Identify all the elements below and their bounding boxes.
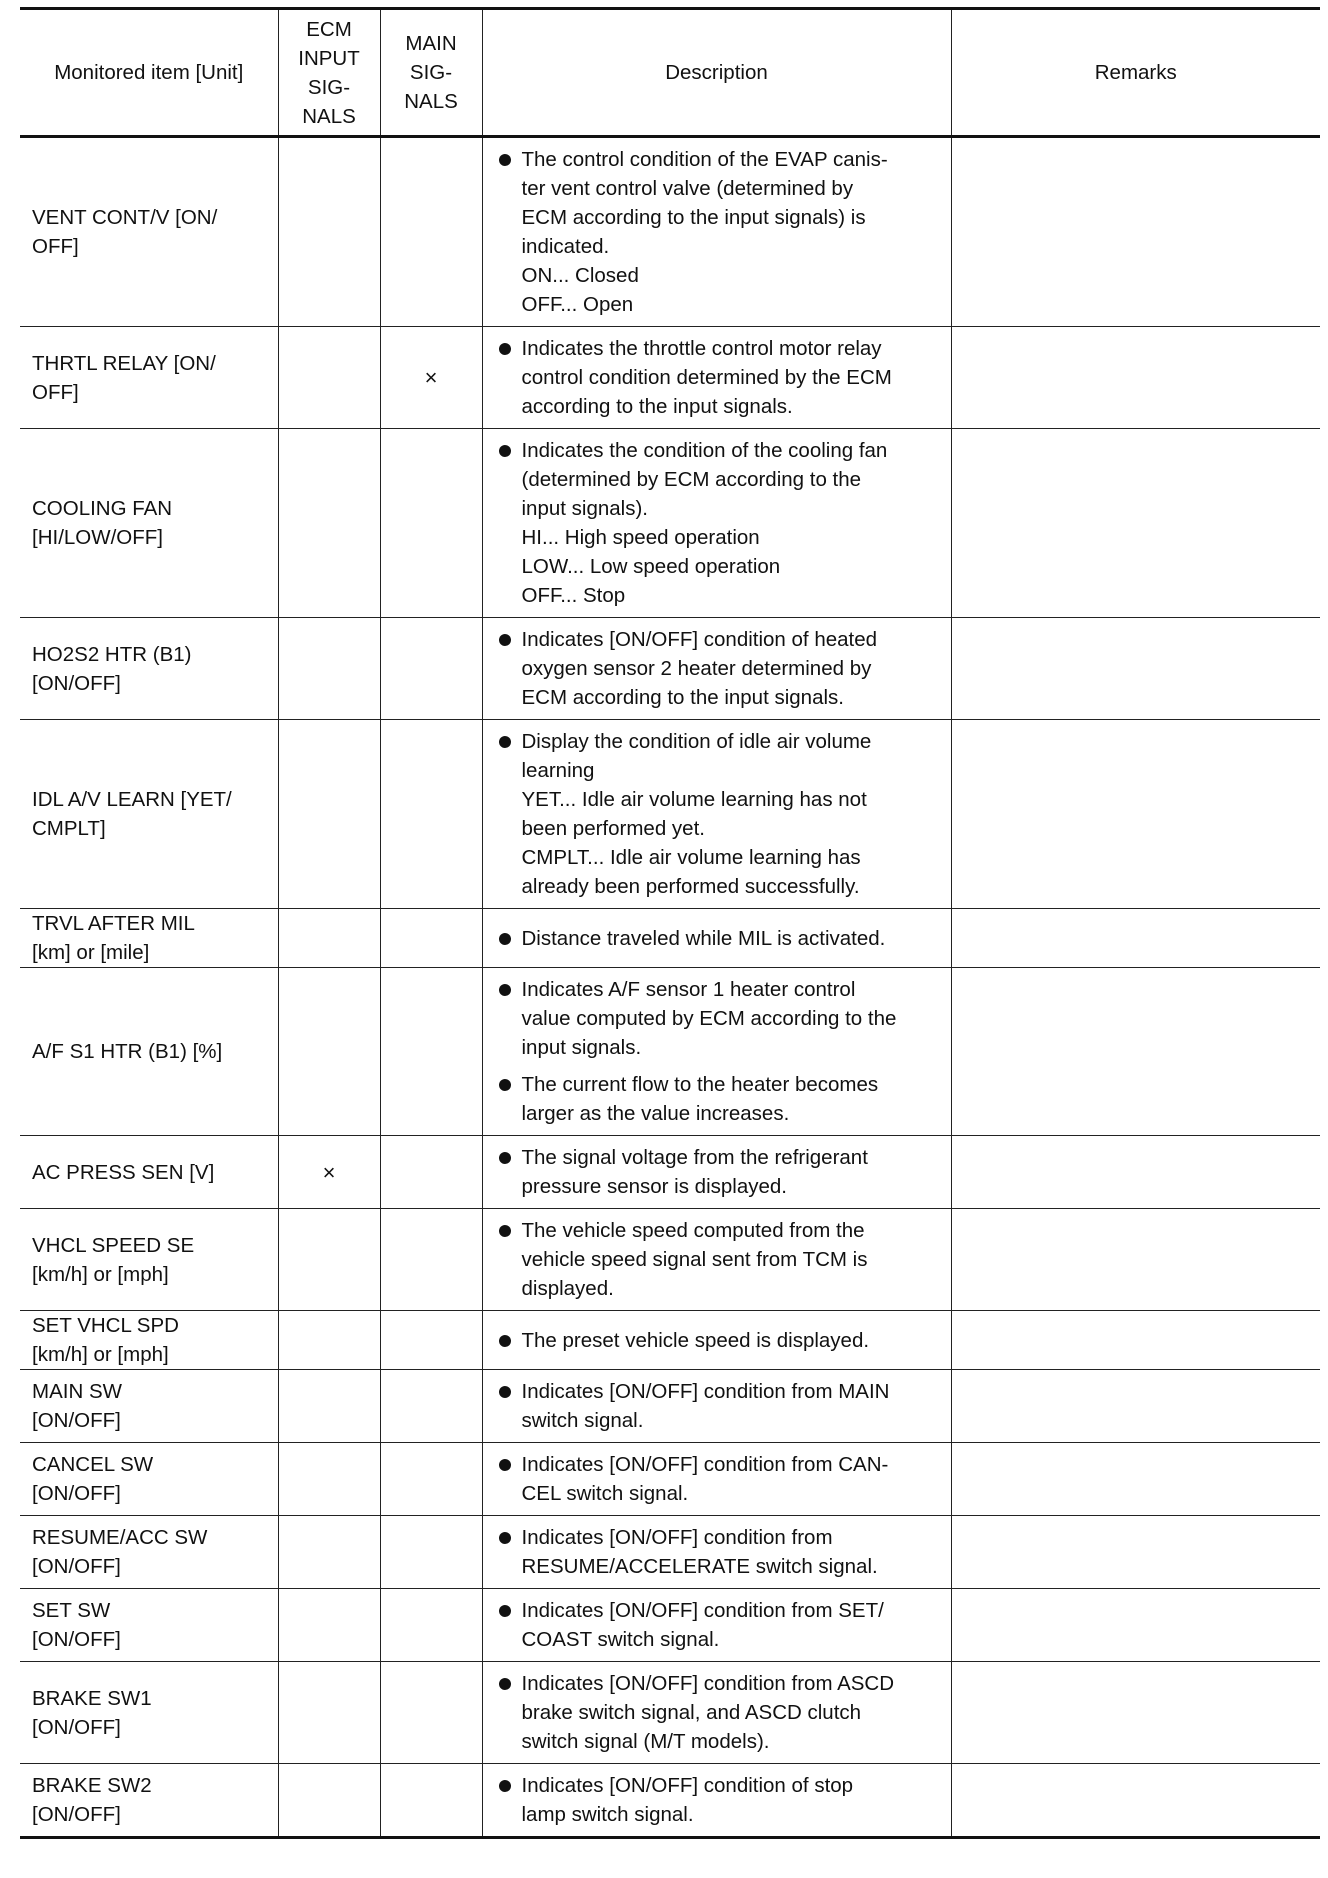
main-signal-mark — [380, 720, 482, 909]
description-line: The control condition of the EVAP canis- — [521, 148, 888, 171]
description-line: OFF... Open — [521, 293, 634, 316]
monitored-item-text: [ON/OFF] — [32, 1409, 121, 1432]
main-signal-mark — [380, 1136, 482, 1209]
bullet-dot-icon — [499, 1079, 511, 1091]
table-row — [20, 720, 1320, 909]
bullet-dot-icon — [499, 1780, 511, 1792]
description-line: switch signal. — [521, 1409, 644, 1432]
description-line: Indicates [ON/OFF] condition from MAIN — [521, 1380, 890, 1403]
monitored-item-cell — [20, 909, 278, 968]
monitored-item-text: BRAKE SW1 — [32, 1686, 152, 1710]
monitored-item-text: TRVL AFTER MIL — [32, 912, 195, 935]
table-row — [20, 618, 1320, 720]
table-row — [20, 1311, 1320, 1370]
monitored-item-text: [ON/OFF] — [32, 1482, 121, 1505]
remarks-cell — [951, 720, 1320, 909]
monitored-item-cell — [20, 1662, 278, 1764]
description-cell — [482, 720, 951, 909]
description-line: lamp switch signal. — [521, 1803, 694, 1826]
bullet-dot-icon — [499, 154, 511, 166]
ecm-input-signal-mark — [278, 327, 380, 429]
ecm-input-signal-mark — [278, 720, 380, 909]
monitored-item-text: RESUME/ACC SW — [32, 1526, 208, 1549]
table-row — [20, 909, 1320, 968]
bullet-dot-icon — [499, 933, 511, 945]
remarks-cell — [951, 1443, 1320, 1516]
table-row — [20, 968, 1320, 1136]
description-line: Indicates the condition of the cooling fan — [521, 439, 888, 462]
description-line: The vehicle speed computed from the — [521, 1219, 865, 1242]
header-remarks: Remarks — [951, 9, 1320, 137]
description-bullet — [495, 1669, 941, 1756]
main-signal-mark — [380, 1516, 482, 1589]
remarks-cell — [951, 1311, 1320, 1370]
description-line: Indicates [ON/OFF] condition from ASCD — [521, 1672, 895, 1695]
table-row — [20, 1209, 1320, 1311]
header-description: Description — [482, 9, 951, 137]
monitored-item-cell — [20, 1370, 278, 1443]
monitored-item-cell — [20, 1209, 278, 1311]
monitored-item-cell — [20, 968, 278, 1136]
description-cell — [482, 1662, 951, 1764]
description-line: Indicates [ON/OFF] condition from SET/ — [521, 1599, 884, 1622]
monitored-item-cell — [20, 720, 278, 909]
table-row — [20, 137, 1320, 327]
ecm-input-signal-mark — [278, 1764, 380, 1838]
ecm-input-signal-mark — [278, 1370, 380, 1443]
data-monitor-table-sheet — [20, 7, 1320, 1839]
description-line: Indicates [ON/OFF] condition from — [521, 1526, 833, 1549]
description-line: indicated. — [521, 235, 610, 258]
description-bullet — [495, 1377, 941, 1435]
ecm-input-signal-mark — [278, 429, 380, 618]
description-cell — [482, 1516, 951, 1589]
description-line: ON... Closed — [521, 264, 639, 287]
main-signal-mark — [380, 909, 482, 968]
monitored-item-cell — [20, 429, 278, 618]
remarks-cell — [951, 1516, 1320, 1589]
main-signal-mark — [380, 1443, 482, 1516]
monitored-item-cell — [20, 1764, 278, 1838]
description-line: Indicates [ON/OFF] condition of heated — [521, 628, 878, 651]
description-line: (determined by ECM according to the — [521, 468, 862, 491]
header-ecm-input-signals: ECM INPUT SIG- NALS — [278, 9, 380, 137]
description-line: according to the input signals. — [521, 395, 793, 418]
description-line: RESUME/ACCELERATE switch signal. — [521, 1555, 878, 1578]
main-signal-mark — [380, 137, 482, 327]
bullet-dot-icon — [499, 634, 511, 646]
bullet-dot-icon — [499, 343, 511, 355]
main-signal-mark: × — [380, 327, 482, 429]
monitored-item-text: [km/h] or [mph] — [32, 1262, 169, 1286]
monitored-item-text: THRTL RELAY [ON/ — [32, 351, 216, 375]
ecm-input-signal-mark — [278, 1443, 380, 1516]
description-bullet — [495, 1523, 941, 1581]
bullet-dot-icon — [499, 1459, 511, 1471]
description-line: Indicates [ON/OFF] condition of stop — [521, 1774, 854, 1797]
description-line: pressure sensor is displayed. — [521, 1175, 787, 1198]
description-bullet — [495, 625, 941, 712]
description-line: learning — [521, 759, 595, 782]
main-signal-mark — [380, 1589, 482, 1662]
description-line: CEL switch signal. — [521, 1482, 689, 1505]
monitored-item-cell — [20, 327, 278, 429]
description-line: input signals. — [521, 1036, 642, 1059]
bullet-dot-icon — [499, 445, 511, 457]
description-line: The signal voltage from the refrigerant — [521, 1146, 868, 1169]
monitored-item-cell — [20, 1589, 278, 1662]
main-signal-mark — [380, 1662, 482, 1764]
description-line: already been performed successfully. — [521, 875, 860, 898]
description-line: The preset vehicle speed is displayed. — [521, 1328, 870, 1352]
description-bullet — [495, 924, 941, 953]
description-bullet — [495, 1143, 941, 1201]
description-cell — [482, 1443, 951, 1516]
description-line: Display the condition of idle air volume — [521, 730, 872, 753]
description-cell — [482, 618, 951, 720]
ecm-input-signal-mark — [278, 968, 380, 1136]
monitored-item-text: A/F S1 HTR (B1) [%] — [32, 1040, 223, 1063]
description-line: ECM according to the input signals) is — [521, 206, 866, 229]
description-cell — [482, 1589, 951, 1662]
description-line: ter vent control valve (determined by — [521, 177, 854, 200]
table-row — [20, 1370, 1320, 1443]
remarks-cell — [951, 1136, 1320, 1209]
description-line: Indicates [ON/OFF] condition from CAN- — [521, 1453, 889, 1476]
monitored-items-table — [20, 7, 1320, 1839]
bullet-dot-icon — [499, 1532, 511, 1544]
description-line: CMPLT... Idle air volume learning has — [521, 846, 861, 869]
description-line: ECM according to the input signals. — [521, 686, 844, 709]
description-bullet — [495, 975, 941, 1062]
description-line: value computed by ECM according to the — [521, 1007, 897, 1030]
description-bullet — [495, 1596, 941, 1654]
description-cell — [482, 968, 951, 1136]
ecm-input-signal-mark — [278, 1589, 380, 1662]
description-line: switch signal (M/T models). — [521, 1730, 770, 1753]
monitored-item-text: OFF] — [32, 235, 79, 258]
header-monitored-item: Monitored item [Unit] — [20, 9, 278, 137]
description-cell — [482, 1136, 951, 1209]
description-bullet — [495, 1450, 941, 1508]
monitored-item-text: [ON/OFF] — [32, 671, 121, 695]
monitored-item-cell — [20, 1136, 278, 1209]
monitored-item-text: [HI/LOW/OFF] — [32, 526, 163, 549]
description-line: LOW... Low speed operation — [521, 555, 781, 578]
monitored-item-text: CANCEL SW — [32, 1453, 154, 1476]
table-header — [20, 9, 1320, 137]
description-line: input signals). — [521, 497, 648, 520]
description-line: brake switch signal, and ASCD clutch — [521, 1701, 862, 1724]
description-bullet — [495, 145, 941, 319]
ecm-input-signal-mark — [278, 1516, 380, 1589]
description-line: YET... Idle air volume learning has not — [521, 788, 867, 811]
description-cell — [482, 1209, 951, 1311]
monitored-item-text: MAIN SW — [32, 1380, 122, 1403]
monitored-item-text: SET SW — [32, 1599, 111, 1622]
remarks-cell — [951, 1209, 1320, 1311]
table-row — [20, 429, 1320, 618]
bullet-dot-icon — [499, 1605, 511, 1617]
table-row — [20, 327, 1320, 429]
ecm-input-signal-mark — [278, 618, 380, 720]
ecm-input-signal-mark — [278, 1311, 380, 1370]
main-signal-mark — [380, 1764, 482, 1838]
monitored-item-cell — [20, 1443, 278, 1516]
description-bullet — [495, 334, 941, 421]
monitored-item-cell — [20, 618, 278, 720]
description-line: been performed yet. — [521, 817, 705, 840]
remarks-cell — [951, 327, 1320, 429]
ecm-input-signal-mark — [278, 137, 380, 327]
main-signal-mark — [380, 1370, 482, 1443]
description-cell — [482, 1311, 951, 1370]
main-signal-mark — [380, 1209, 482, 1311]
remarks-cell — [951, 1764, 1320, 1838]
monitored-item-text: SET VHCL SPD — [32, 1314, 179, 1337]
description-bullet — [495, 1070, 941, 1128]
bullet-dot-icon — [499, 1225, 511, 1237]
ecm-input-signal-mark — [278, 909, 380, 968]
monitored-item-text: COOLING FAN — [32, 497, 173, 520]
monitored-item-text: VHCL SPEED SE — [32, 1233, 195, 1257]
description-cell — [482, 327, 951, 429]
description-cell — [482, 1370, 951, 1443]
description-line: The current flow to the heater becomes — [521, 1073, 879, 1096]
description-line: control condition determined by the ECM — [521, 366, 892, 389]
description-cell — [482, 909, 951, 968]
bullet-dot-icon — [499, 984, 511, 996]
description-bullet — [495, 1216, 941, 1303]
remarks-cell — [951, 618, 1320, 720]
description-line: HI... High speed operation — [521, 526, 760, 549]
remarks-cell — [951, 909, 1320, 968]
remarks-cell — [951, 1589, 1320, 1662]
description-line: COAST switch signal. — [521, 1628, 720, 1651]
table-row — [20, 1136, 1320, 1209]
header-main-signals: MAIN SIG- NALS — [380, 9, 482, 137]
bullet-dot-icon — [499, 1678, 511, 1690]
description-line: Indicates A/F sensor 1 heater control — [521, 978, 856, 1001]
monitored-item-text: [ON/OFF] — [32, 1628, 121, 1651]
description-bullet — [495, 436, 941, 610]
monitored-item-text: [ON/OFF] — [32, 1555, 121, 1578]
description-line: displayed. — [521, 1277, 614, 1300]
description-bullet — [495, 1771, 941, 1829]
description-line: Distance traveled while MIL is activated. — [521, 926, 886, 950]
monitored-item-text: HO2S2 HTR (B1) — [32, 642, 192, 666]
ecm-input-signal-mark — [278, 1209, 380, 1311]
main-signal-mark — [380, 1311, 482, 1370]
ecm-input-signal-mark — [278, 1662, 380, 1764]
remarks-cell — [951, 968, 1320, 1136]
description-line: OFF... Stop — [521, 584, 626, 607]
description-line: larger as the value increases. — [521, 1102, 790, 1125]
monitored-item-text: BRAKE SW2 — [32, 1774, 152, 1797]
main-signal-mark — [380, 968, 482, 1136]
description-line: vehicle speed signal sent from TCM is — [521, 1248, 868, 1271]
remarks-cell — [951, 1662, 1320, 1764]
table-row — [20, 1516, 1320, 1589]
monitored-item-text: CMPLT] — [32, 817, 106, 840]
description-bullet — [495, 727, 941, 901]
monitored-item-text: IDL A/V LEARN [YET/ — [32, 788, 232, 811]
table-row — [20, 1764, 1320, 1838]
table-body — [20, 137, 1320, 1838]
monitored-item-text: [km/h] or [mph] — [32, 1343, 169, 1366]
description-line: oxygen sensor 2 heater determined by — [521, 657, 872, 680]
monitored-item-text: [ON/OFF] — [32, 1803, 121, 1826]
bullet-dot-icon — [499, 1386, 511, 1398]
description-cell — [482, 429, 951, 618]
remarks-cell — [951, 429, 1320, 618]
monitored-item-cell — [20, 1311, 278, 1370]
table-row — [20, 1589, 1320, 1662]
main-signal-mark — [380, 429, 482, 618]
monitored-item-text: OFF] — [32, 380, 79, 404]
description-cell — [482, 1764, 951, 1838]
bullet-dot-icon — [499, 1335, 511, 1347]
monitored-item-cell — [20, 137, 278, 327]
ecm-input-signal-mark: × — [278, 1136, 380, 1209]
monitored-item-text: AC PRESS SEN [V] — [32, 1160, 215, 1184]
description-bullet — [495, 1326, 941, 1355]
monitored-item-text: [km] or [mile] — [32, 941, 150, 964]
table-row — [20, 1662, 1320, 1764]
header-row — [20, 9, 1320, 137]
monitored-item-cell — [20, 1516, 278, 1589]
description-cell — [482, 137, 951, 327]
table-row — [20, 1443, 1320, 1516]
description-line: Indicates the throttle control motor relay — [521, 337, 882, 360]
remarks-cell — [951, 1370, 1320, 1443]
monitored-item-text: [ON/OFF] — [32, 1715, 121, 1739]
bullet-dot-icon — [499, 736, 511, 748]
remarks-cell — [951, 137, 1320, 327]
main-signal-mark — [380, 618, 482, 720]
monitored-item-text: VENT CONT/V [ON/ — [32, 206, 218, 229]
bullet-dot-icon — [499, 1152, 511, 1164]
